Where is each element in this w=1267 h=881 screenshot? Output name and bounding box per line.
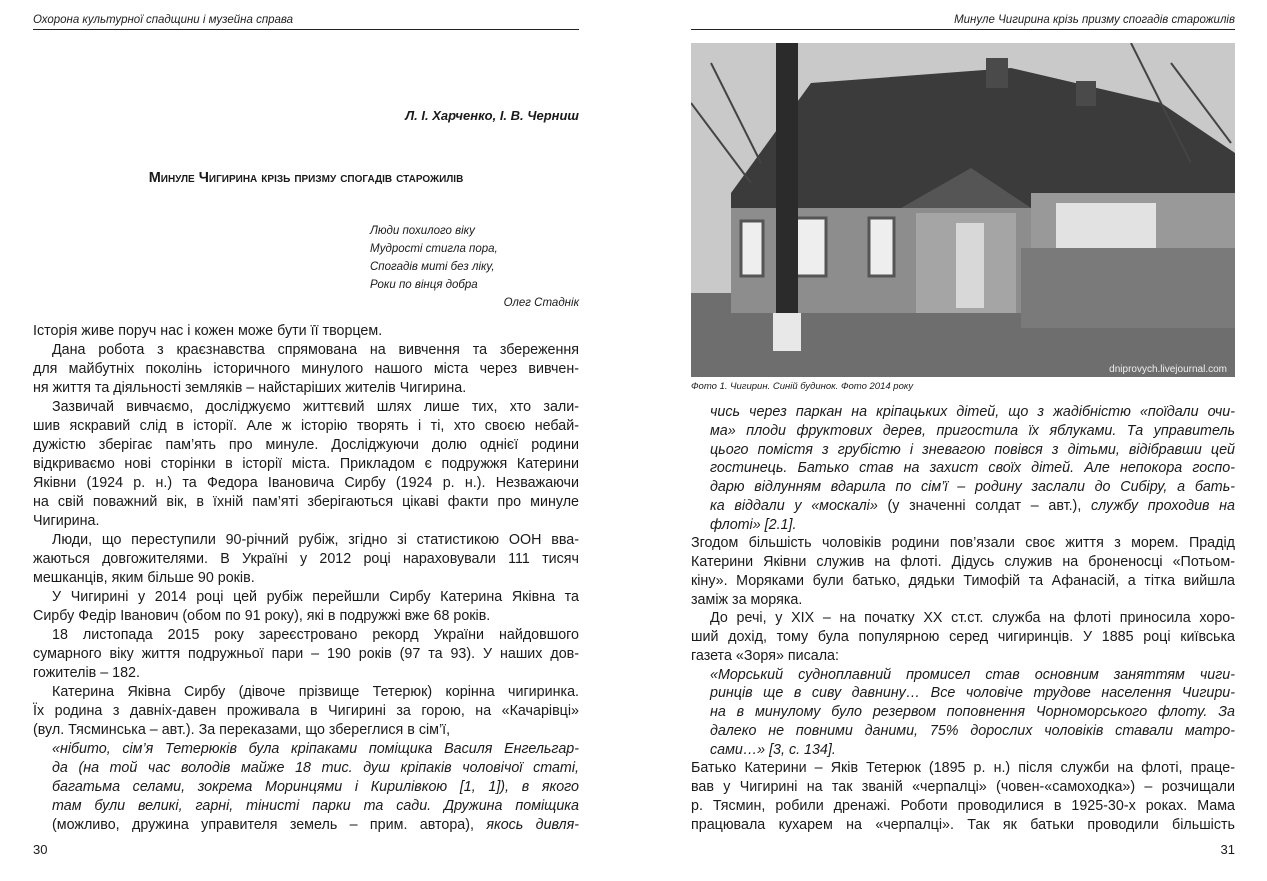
quote-line: сами…» [3, с. 134]. — [710, 741, 836, 758]
text-line: Яківни (1924 р. н.) та Федора Івановича Сирбу (1924 р. н.). Незважаючи — [33, 475, 579, 491]
quote-line: да (на той час володів майже 18 тис. душ кріпаків чоловічої статі, — [52, 760, 579, 776]
quote-line: там були великі, гарні, тінисті парки та сади. Дружина поміщика — [52, 798, 579, 814]
page-number: 31 — [1220, 842, 1235, 857]
quote-line: чись через паркан на кріпацьких дітей, що з жадібністю «поїдали очи- — [710, 404, 1235, 420]
text-line: відкриваємо нові сторінки в історії міста. Прикладом є подружжя Катерини — [33, 456, 579, 472]
body-text — [33, 322, 579, 835]
quote-line: на в минулому було резервом поповнення Чорноморського флоту. За — [710, 704, 1235, 720]
epigraph-line: Спогадів миті без ліку, — [370, 261, 495, 273]
text-line: жаються довгожителями. В Україні у 2012 році нараховували 111 тисяч — [33, 551, 579, 567]
quote-line: багатьма селами, зокрема Моринцями і Кирилівкою [1, 1]), в якого — [52, 779, 579, 795]
running-head: Охорона культурної спадщини і музейна справа — [33, 14, 579, 30]
photo-watermark: dniprovych.livejournal.com — [1109, 364, 1227, 375]
text-line: заміж за моряка. — [691, 591, 803, 608]
photo-caption: Фото 1. Чигирин. Синій будинок. Фото 2014 року — [691, 381, 914, 392]
text-line: Чигирина. — [33, 513, 100, 529]
quote-line: «Морський судноплавний промисел став основним заняттям чиги- — [710, 666, 1235, 683]
text-line: працювала кухарем на «черпалці». Так як батьки проводили більшість — [691, 816, 1235, 833]
quote-line: далеко не повними даними, 75% дорослих чоловіків ставали матро- — [710, 722, 1235, 739]
text-line: Згодом більшість чоловіків родини пов’язали своє життя з морем. Прадід — [691, 535, 1235, 552]
quote-note: (у значенні солдат – авт.), — [877, 497, 1091, 514]
quote-block — [691, 403, 1235, 534]
running-head: Минуле Чигирина крізь призму спогадів старожилів — [691, 14, 1235, 30]
epigraph — [370, 222, 579, 312]
epigraph-line: Роки по вінця добра — [370, 279, 478, 291]
text-line: Історія живе поруч нас і кожен може бути її творцем. — [33, 323, 383, 339]
page-number: 30 — [33, 842, 48, 857]
quote-line: цього помістя з грубістю і зневагою повівся з дітьми, відібравши цей — [710, 441, 1235, 458]
quote-line — [691, 497, 1235, 516]
left-page — [33, 0, 579, 881]
quote-text: ка віддали у «москалі» — [710, 497, 878, 514]
house-photo-image — [691, 43, 1235, 377]
quote-line — [33, 816, 579, 835]
epigraph-line: Люди похилого віку — [370, 225, 475, 237]
text-line: ший дохід, тому була популярною серед чигиринців. У 1885 році київська — [691, 629, 1235, 645]
authors: Л. І. Харченко, І. В. Черниш — [405, 108, 579, 123]
text-line: Дана робота з краєзнавства спрямована на вивчення та збереження — [52, 342, 579, 358]
text-line: До речі, у ХІХ – на початку ХХ ст.ст. служба на флоті приносила хоро- — [710, 610, 1235, 627]
text-line: ня життя та діяльності земляків – найстаріших жителів Чигирина. — [33, 380, 467, 396]
text-line: газета «Зоря» писала: — [691, 647, 839, 664]
quote-block — [691, 666, 1235, 760]
right-page — [691, 0, 1235, 881]
text-line: 18 листопада 2015 року зареєстровано рекорд України найдовшого — [52, 627, 579, 643]
text-line: Їх родина з давніх-давен проживала в Чигирині за горою, на «Качарівці» — [33, 703, 579, 719]
quote-line: дарю відлунням вдарила по сім’ї – родину заслали до Сибіру, а бать- — [710, 479, 1235, 495]
text-line: Катерини Яківни служив на флоті. Дідусь служив на броненосці «Потьом- — [691, 554, 1235, 570]
text-line: вав у Чигирині на так званій «черпалці» (човен-«самоходка») – розчищали — [691, 779, 1235, 795]
text-line: р. Тясмин, робили дренажі. Роботи проводилися в 1925-30-х роках. Мама — [691, 797, 1235, 814]
text-line: кіну». Моряками були батько, дядьки Тимофій та Афанасій, а тітка вийшла — [691, 572, 1235, 589]
house-photo — [691, 43, 1235, 377]
text-line: Зазвичай вивчаємо, досліджуємо життєвий шлях лише тих, хто зали- — [52, 399, 579, 415]
quote-line: гостинець. Батько став на захист своїх дітей. Але непокора госпо- — [710, 460, 1235, 477]
text-line: шив яскравий слід в історії. Але ж історію творять і ті, хто своєю небай- — [33, 418, 579, 434]
quote-line: флоті» [2.1]. — [710, 516, 797, 533]
text-line: мешканців, яким більше 90 років. — [33, 570, 255, 586]
quote-block — [33, 740, 579, 835]
article-title: Минуле Чигирина крізь призму спогадів старожилів — [148, 170, 464, 186]
text-line: на свій поважний вік, в їхній пам’яті зберігаються цікаві факти про минуле — [33, 494, 579, 510]
text-line: У Чигирині у 2014 році цей рубіж перейшли Сирбу Катерина Яківна та — [52, 589, 579, 605]
text-line: (вул. Тясминська – авт.). За переказами, що збереглися в сім’ї, — [33, 722, 451, 738]
quote-text: якось дивля- — [473, 817, 579, 833]
text-line: Люди, що переступили 90-річний рубіж, згідно зі статистикою ООН вва- — [52, 532, 579, 548]
text-line: Сирбу Федір Іванович (обом по 91 року), які в подружжі вже 68 років. — [33, 608, 491, 624]
quote-line: ма» плоди фруктових дерев, пригостила їх яблуками. Та управитель — [710, 422, 1235, 439]
quote-text: службу проходив на — [1091, 497, 1235, 514]
quote-note: (можливо, дружина управителя земель – прим. автора), — [52, 817, 474, 833]
text-line: гожителів – 182. — [33, 665, 140, 681]
text-line: дужістю зберігає пам’ять про минуле. Досліджуючи долю однієї родини — [33, 437, 579, 453]
body-text — [691, 403, 1235, 834]
quote-line: ринців ще в сиву давнину… Все чоловіче трудове населення Чигири- — [710, 685, 1235, 702]
text-line: Катерина Яківна Сирбу (дівоче прізвище Тетерюк) корінна чигиринка. — [52, 684, 579, 700]
epigraph-line: Мудрості стигла пора, — [370, 243, 498, 255]
text-line: для майбутніх поколінь історичного минулого нашого міста через вивчен- — [33, 361, 579, 377]
quote-line: «нібито, сім’я Тетерюків була кріпаками поміщика Василя Енгельгар- — [52, 741, 579, 757]
text-line: Батько Катерини – Яків Тетерюк (1895 р. н.) після служби на флоті, праце- — [691, 760, 1235, 777]
text-line: сумарного віку життя подружньої пари – 190 років (97 та 93). У наших дов- — [33, 646, 579, 662]
epigraph-author: Олег Стаднік — [503, 297, 579, 309]
